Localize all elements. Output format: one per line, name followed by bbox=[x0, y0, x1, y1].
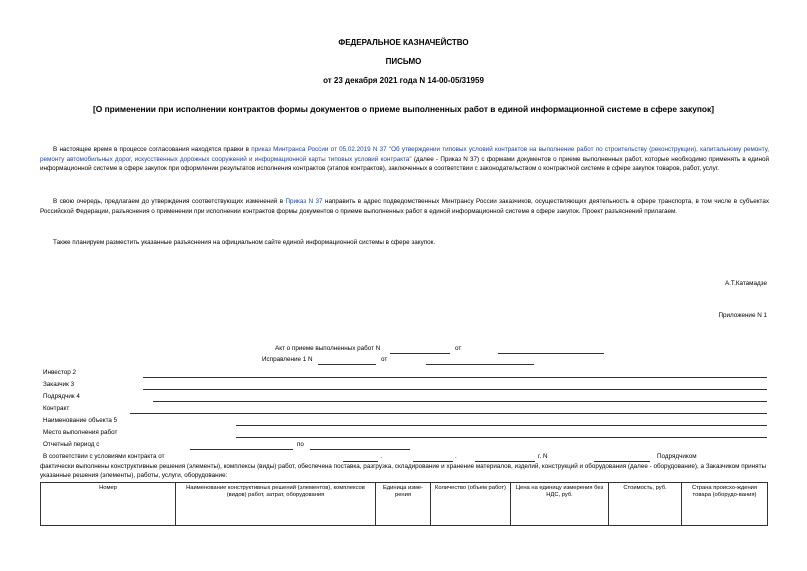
period-end-line[interactable] bbox=[310, 449, 410, 450]
act-number-line[interactable] bbox=[390, 353, 450, 354]
terms-number-line[interactable] bbox=[594, 461, 650, 462]
fix-number-line[interactable] bbox=[318, 364, 376, 365]
col-number-header: Номер bbox=[41, 483, 176, 526]
contract-label: Контракт bbox=[43, 405, 70, 412]
col-name-header: Наименование конструктивных решений (элементов), комплексов (видов) работ, затрат, оборудования bbox=[176, 483, 376, 526]
works-table bbox=[40, 482, 768, 526]
fix-from-label: от bbox=[381, 356, 388, 363]
p2-end: направить в адрес подведомственных Минтрансу России заказчиков, осуществляющих деятельность в сфере транспорта, в том числе в субъектах Российской Федерации, разъяснения о применении при исполнении контрактов формы документов о приеме выполненных работ в единой информационной системе в сфере закупок. Проект разъяснений прилагаем. bbox=[40, 198, 770, 215]
p1-end: (далее - Приказ N 37) с формами документов о приеме выполненных работ, которые необходимо применять в единой информационной системе в сфере закупок при оформлении результатов исполнения контрактов (этапов контрактов), заключенных в соответствии с законодательством о контрактной системе в сфере закупок товаров, работ, услуг. bbox=[40, 155, 769, 173]
terms-month-line[interactable] bbox=[413, 461, 453, 462]
contract-line[interactable] bbox=[130, 413, 767, 414]
act-label: Акт о приеме выполненных работ N bbox=[275, 345, 381, 352]
table-header-row bbox=[41, 483, 768, 526]
org-title: ФЕДЕРАЛЬНОЕ КАЗНАЧЕЙСТВО bbox=[338, 38, 469, 47]
terms-dot-1: . bbox=[381, 453, 383, 460]
col-price-header: Цена на единицу измерения без НДС, руб. bbox=[511, 483, 609, 526]
col-unit-header: Единица изме-рения bbox=[376, 483, 431, 526]
p3-text: Также планируем разместить указанные разъяснения на официальном сайте единой информационной системы в сфере закупок. bbox=[53, 239, 436, 246]
terms-year-label: г. N bbox=[538, 453, 548, 460]
paragraph-2 bbox=[40, 197, 769, 216]
signature: А.Т.Катамадзе bbox=[724, 280, 767, 287]
contractor-line[interactable] bbox=[153, 401, 767, 402]
object-name-label: Наименование объекта 5 bbox=[43, 417, 118, 424]
object-name-line[interactable] bbox=[236, 425, 767, 426]
order-37-short-link[interactable]: Приказ N 37 bbox=[285, 198, 323, 205]
terms-contractor-label: Подрядчиком bbox=[657, 453, 697, 460]
facts-text: фактически выполнены конструктивные решения (элементы), комплексы (виды) работ, обеспечена поставка, разгрузка, складирование и хранение материалов, изделий, конструкций и оборудования (далее - оборудование), а Заказчиком приняты указанные решения (элементы), работы, услуги, оборудование: bbox=[40, 463, 766, 479]
work-place-label: Место выполнения работ bbox=[43, 429, 118, 436]
paragraph-3 bbox=[40, 238, 769, 248]
work-place-line[interactable] bbox=[236, 437, 767, 438]
fix-label: Исправление 1 N bbox=[262, 356, 313, 363]
period-label: Отчетный период с bbox=[43, 441, 100, 448]
fix-date-line[interactable] bbox=[426, 364, 534, 365]
period-start-line[interactable] bbox=[190, 449, 293, 450]
p2-start: В свою очередь, предлагаем до утверждения соответствующих изменений в bbox=[53, 198, 286, 205]
terms-day-line[interactable] bbox=[343, 461, 378, 462]
col-quantity-header: Количество (объем работ) bbox=[431, 483, 511, 526]
p1-start: В настоящее время в процессе согласования находятся правки в bbox=[53, 146, 252, 153]
appendix-label: Приложение N 1 bbox=[718, 312, 767, 319]
customer-line[interactable] bbox=[143, 389, 767, 390]
act-date-line[interactable] bbox=[498, 353, 604, 354]
order-37-link[interactable]: приказ Минтранса России от 05.02.2019 N 37 "Об утверждении типовых условий контрактов на выполнение работ по строительству (реконструкции), капитальному ремонту, ремонту автомобильных дорог, искусственных дорожных сооружений и информационной карты типовых условий контракта" bbox=[40, 146, 769, 163]
col-cost-header: Стоимость, руб. bbox=[609, 483, 682, 526]
period-to-label: по bbox=[297, 441, 304, 448]
customer-label: Заказчик 3 bbox=[43, 381, 75, 388]
doc-date-number: от 23 декабря 2021 года N 14-00-05/31959 bbox=[323, 76, 484, 85]
paragraph-1 bbox=[40, 145, 769, 174]
act-from-label: от bbox=[455, 345, 462, 352]
contractor-label: Подрядчик 4 bbox=[43, 393, 80, 400]
doc-type: ПИСЬМО bbox=[385, 57, 422, 66]
investor-label: Инвестор 2 bbox=[43, 369, 76, 376]
doc-subject: [О применении при исполнении контрактов формы документов о приеме выполненных работ в единой информационной системе в сфере закупок] bbox=[92, 104, 715, 114]
terms-label: В соответствии с условиями контракта от bbox=[43, 453, 165, 460]
terms-dot-2: . bbox=[455, 453, 457, 460]
investor-line[interactable] bbox=[143, 377, 767, 378]
terms-year-line[interactable] bbox=[475, 461, 535, 462]
col-country-header: Страна происхо-ждения товара (оборудо-вания) bbox=[682, 483, 768, 526]
